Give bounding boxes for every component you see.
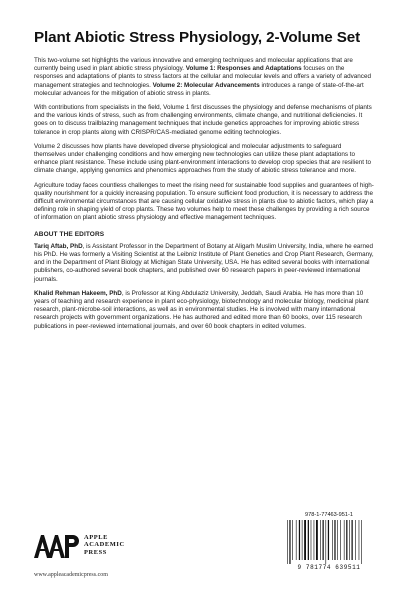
barcode-bar (314, 520, 315, 560)
page-title: Plant Abiotic Stress Physiology, 2-Volume Set (34, 29, 361, 46)
intro-paragraph-4: Agriculture today faces countless challenges to meet the rising need for sustainable food supplies and guarantees of high-quality nourishment for a quickly increasing population. To ensure sufficient food production, it is necessary to address the difficult environmental circumstances that are causing cellular oxidative stress in plants due to abiotic factors, which play a defining role in shaping yield of crop plants. These two volumes help to meet these challenges by providing a rich source of information on plant abiotic stress physiology and effective management techniques. (34, 181, 374, 222)
barcode-bar (316, 520, 318, 560)
barcode-bar (287, 520, 288, 564)
barcode-bar (328, 520, 329, 560)
editor-1-text: , is Assistant Professor in the Department of Botany at Aligarh Muslim University, India, where he earned his PhD. He was formerly a Visiting Scientist at the Leibniz Institute of Plant Genetics and Crop Plant Research, Germany, and in the Department of Plant Biology at Michigan State University, USA. He has edited several books with international publishers, co-authored several book chapters, and published over 60 research papers in peer-reviewed international journals. (34, 242, 374, 283)
barcode-bar (359, 520, 360, 560)
barcode-bar (349, 520, 350, 560)
editors-heading: ABOUT THE EDITORS (34, 230, 105, 238)
barcode-bar (292, 520, 293, 560)
intro-paragraph-2: With contributions from specialists in the field, Volume 1 first discusses the physiology and defense mechanisms of plants and the various kinds of stress, such as from challenging environments, climate change, and nutritional deficiencies. It goes on to discuss trailblazing management techniques that include genetics approaches for improving abiotic stress tolerance in crop plants along with CRISPR/CAS-mediated genome editing technologies. (34, 104, 372, 136)
barcode-icon (286, 520, 372, 564)
editor-2-name: Khalid Rehman Hakeem, PhD (34, 289, 122, 297)
barcode-bar (299, 520, 300, 560)
barcode-bar (320, 520, 321, 560)
publisher-name-line-3: PRESS (84, 548, 107, 556)
volume-1-label: Volume 1: Responses and Adaptations (185, 65, 302, 73)
publisher-logo-mark (34, 532, 80, 560)
intro-paragraph-3: Volume 2 discusses how plants have developed diverse physiological and molecular adjustments to safeguard themselves under challenging conditions and how emerging new technologies can utilize these plant adaptations to enhance plant resistance. These include using plant-environment interactions to develop crop species that are resilient to climate change, applying genomics and phenomics approaches from the study of abiotic stress tolerance and more. (34, 142, 371, 175)
barcode-bar (344, 520, 345, 560)
intro-p1-text-c: introduces a range of state-of-the-art molecular advances for the mitigation of abiotic stress in plants. (34, 81, 364, 97)
isbn-barcode (284, 512, 374, 574)
barcode-bar (302, 520, 303, 560)
barcode-bar (337, 520, 338, 560)
description-body (34, 57, 374, 337)
barcode-bar (308, 520, 309, 560)
intro-paragraph-1 (34, 57, 374, 98)
publisher-logo (34, 532, 154, 562)
isbn-digits: 9 781774 639511 (297, 564, 361, 571)
publisher-name (84, 534, 154, 556)
barcode-bar (289, 520, 290, 564)
barcode-bar (361, 520, 362, 564)
isbn-number: 978-1-77463-951-1 (305, 512, 353, 518)
editor-1-name: Tariq Aftab, PhD (34, 242, 83, 250)
barcode-bar (340, 520, 341, 560)
barcode-bar (311, 520, 312, 560)
barcode-bar (304, 520, 306, 560)
publisher-name-line-1: APPLE (84, 534, 108, 541)
editor-2-text: , is Professor at King Abdulaziz University, Jeddah, Saudi Arabia. He has more than 10 years of teaching and research experience in plant eco-physiology, biotechnology and molecular biology, medicinal plant research, plant-microbe-soil interactions, as well as in environmental studies. He is involved with many international research projects with government organizations. He has authored and edited more than 60 books, over 115 research publications in peer-reviewed international journals, and over 60 book chapters in edited volumes. (34, 289, 369, 330)
barcode-bar (352, 520, 353, 560)
barcode-bar (296, 520, 297, 560)
barcode-bar (325, 520, 326, 564)
barcode-bar (346, 520, 347, 560)
intro-p1-text-b: focuses on the responses and adaptations of plants to stress factors at the cellular and molecular levels and offers a variety of advanced management strategies and technologies. (34, 65, 371, 89)
barcode-bar (355, 520, 356, 560)
intro-p1-text-a: This two-volume set highlights the various innovative and emerging techniques and molecular applications that are currently being used in plant abiotic stress physiology. (34, 57, 353, 73)
barcode-bar (332, 520, 333, 560)
publisher-name-line-2: ACADEMIC (84, 541, 125, 549)
volume-2-label: Volume 2: Molecular Advancements (152, 81, 260, 89)
barcode-bar (334, 520, 335, 560)
barcode-bar (323, 520, 324, 560)
editor-1-bio (34, 243, 374, 284)
editor-2-bio (34, 290, 374, 331)
publisher-website[interactable]: www.appleacademicpress.com (34, 572, 108, 578)
